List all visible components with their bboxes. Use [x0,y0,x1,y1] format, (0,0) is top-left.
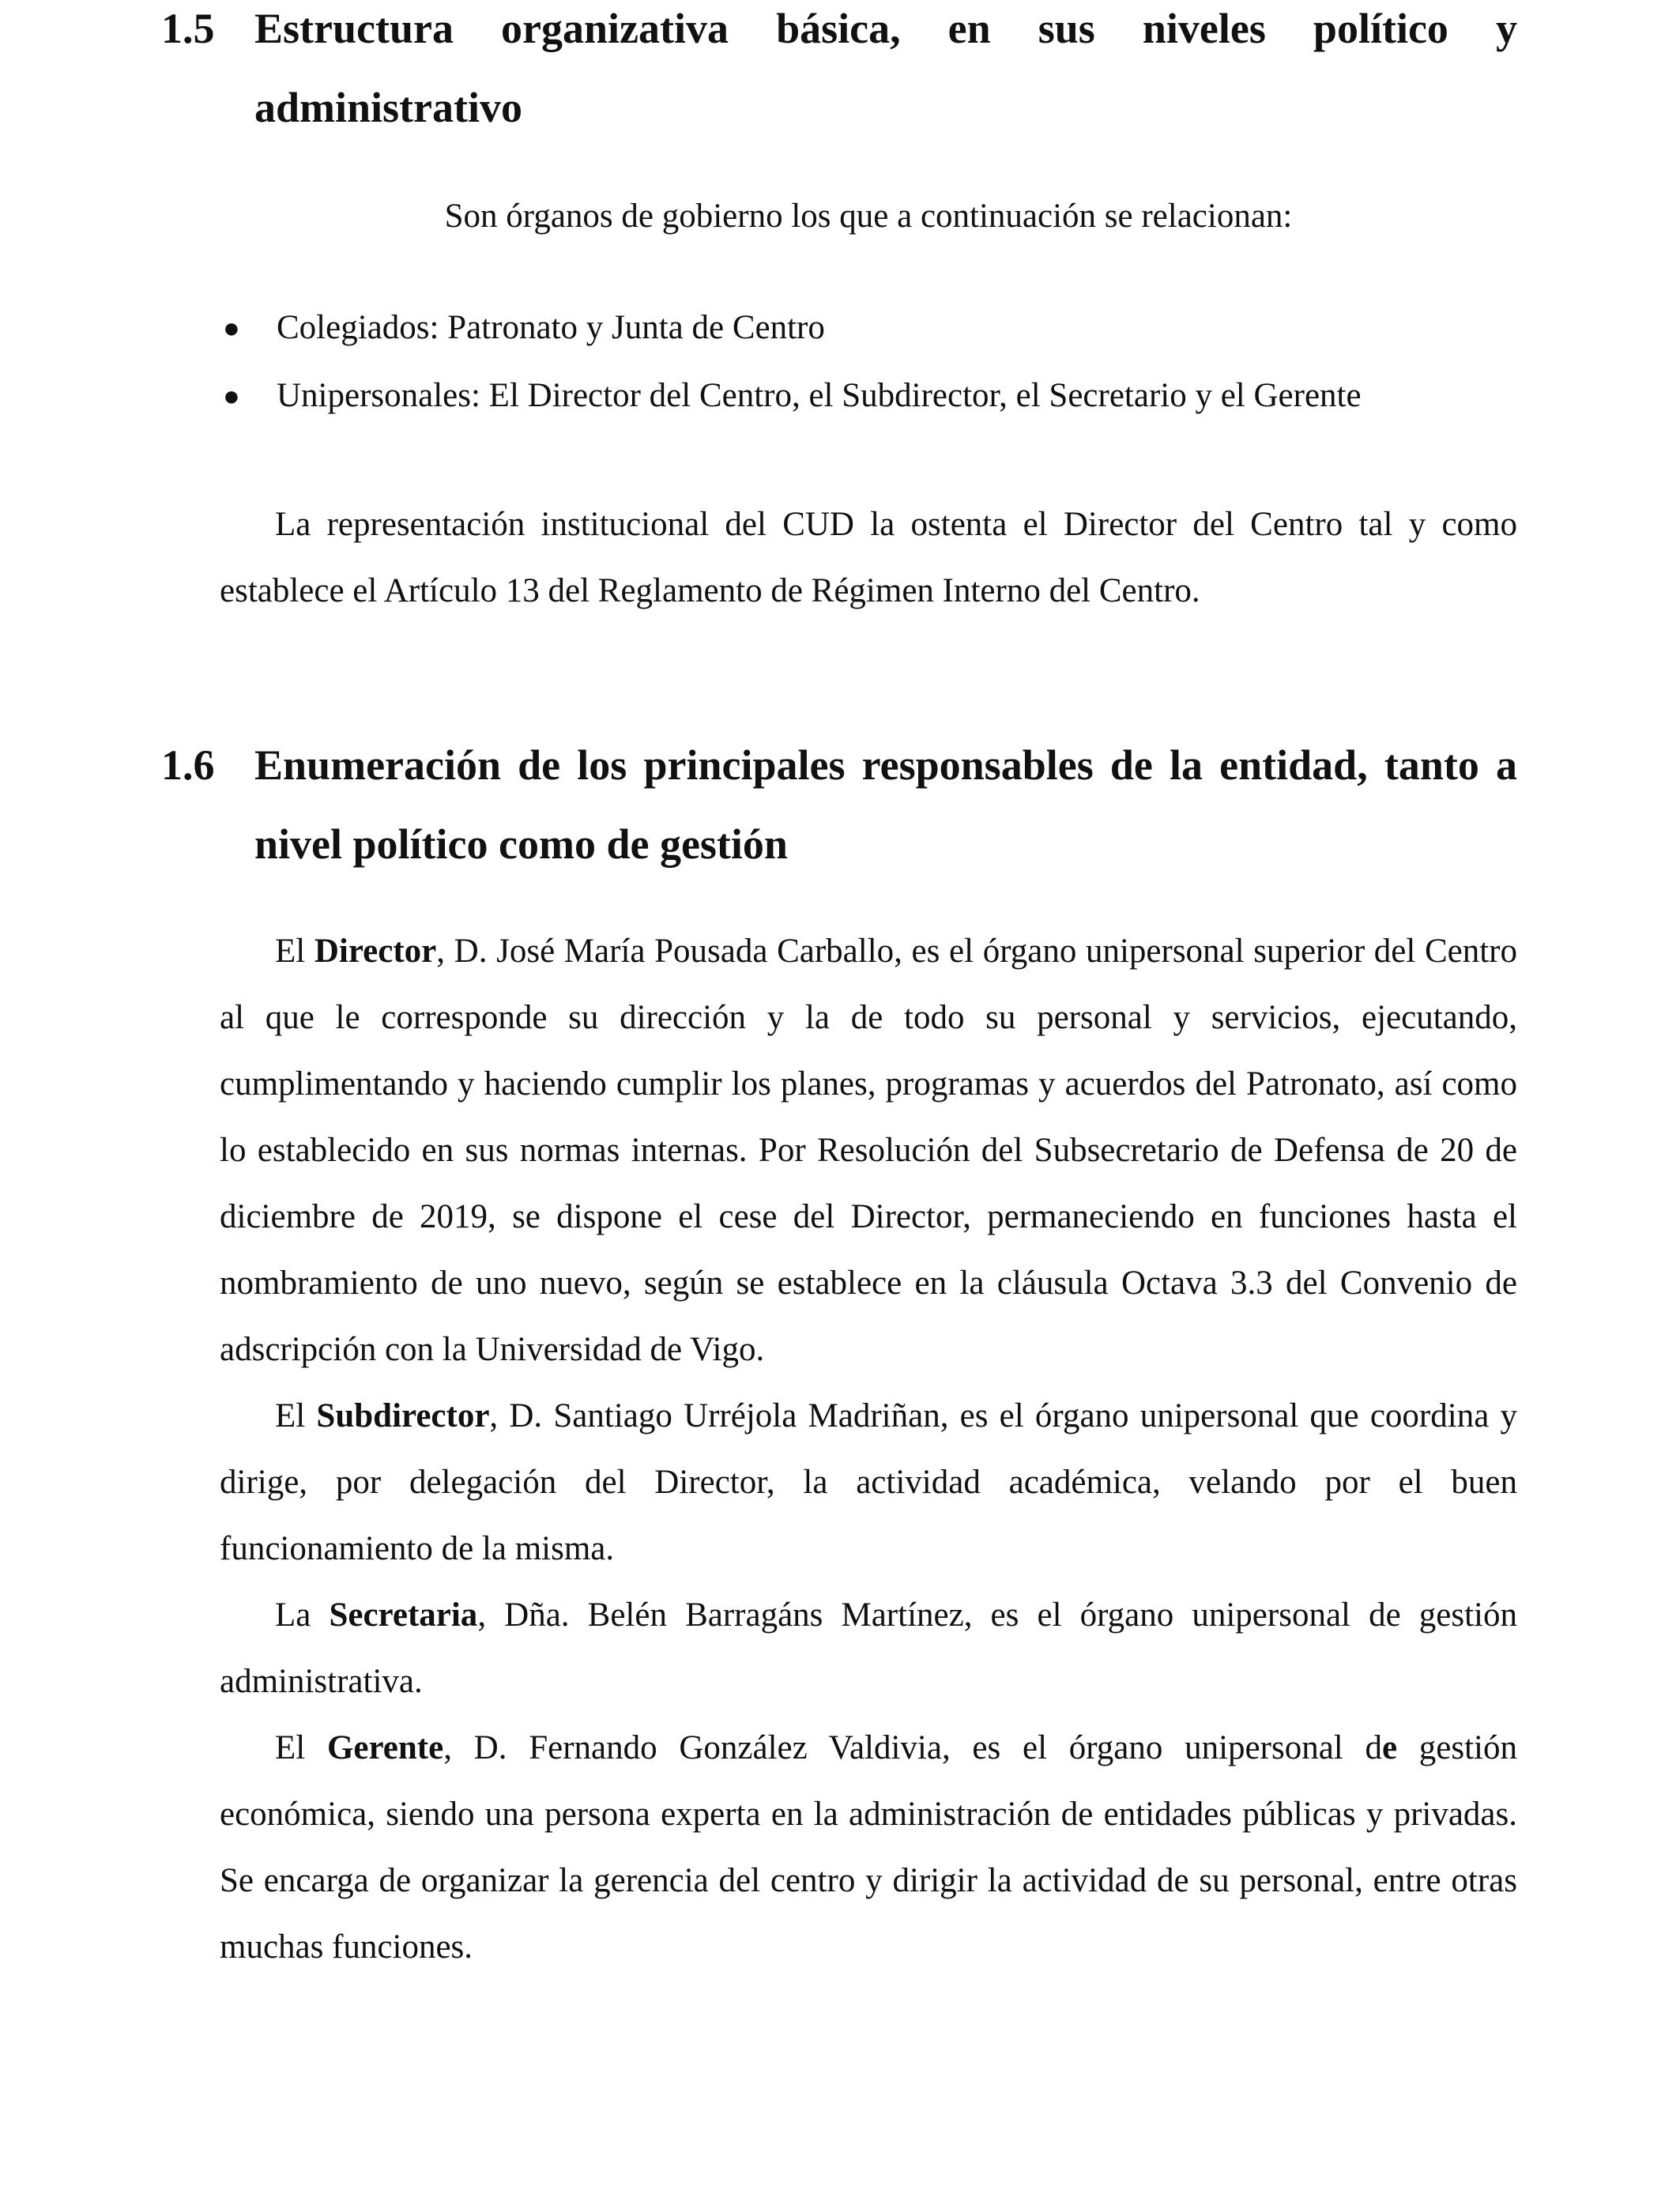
paragraph-body: gestión económica, siendo una persona experta en la administración de entidades públicas y privadas. Se encarga de organizar la gerencia del centro y dirigir la actividad de su personal, entre otras muchas funciones. [220,1729,1518,1966]
section-heading-1-5 [161,0,1517,147]
gerente-paragraph [220,1715,1517,1981]
governance-bullet-list [220,294,1531,430]
section-title: Estructura organizativa básica, en sus niveles político y administrativo [254,5,1517,131]
section-number: 1.6 [161,741,215,789]
role-label: Director [314,933,437,970]
bold-letter: e [1381,1729,1398,1766]
section-heading-1-6 [161,726,1517,884]
role-label: Gerente [326,1729,444,1766]
list-item [220,294,1531,362]
paragraph-body: , D. José María Pousada Carballo, es el órgano unipersonal superior del Centro al que le corresponde su dirección y la de todo su personal y servicios, ejecutando, cumplimentando y haciendo cumplir los planes, programas y acuerdos del Patronato, así como lo establecido en sus normas internas. Por Resolución del Subsecretario de Defensa de 20 de diciembre de 2019, se dispone el cese del Director, permaneciendo en funciones hasta el nombramiento de uno nuevo, según se establece en la cláusula Octava 3.3 del Convenio de adscripción con la Universidad de Vigo. [220,933,1518,1368]
list-item [220,362,1531,430]
paragraph-prefix: El [275,1397,317,1434]
paragraph-body: , D. Fernando González Valdivia, es el órgano unipersonal d [443,1729,1382,1766]
section-title: Enumeración de los principales responsables de la entidad, tanto a nivel político como de gestión [254,741,1517,868]
intro-text: Son órganos de gobierno los que a continuación se relacionan: [444,198,1293,235]
paragraph-prefix: La [275,1596,330,1634]
list-item-text: Colegiados: Patronato y Junta de Centro [277,309,825,346]
secretaria-paragraph [220,1582,1517,1715]
paragraph-body: , D. Santiago Urréjola Madriñan, es el órgano unipersonal que coordina y dirige, por delegación del Director, la actividad académica, velando por el buen funcionamiento de la misma. [220,1397,1517,1567]
bullet-icon: ● [223,380,240,412]
representation-paragraph: La representación institucional del CUD la ostenta el Director del Centro tal y como establece el Artículo 13 del Reglamento de Régimen Interno del Centro. [220,506,1517,609]
role-label: Subdirector [316,1397,490,1434]
paragraph-prefix: El [275,1729,327,1766]
director-paragraph [220,918,1517,1383]
subdirector-paragraph [220,1383,1517,1582]
list-item-text: Unipersonales: El Director del Centro, el Subdirector, el Secretario y el Gerente [277,377,1362,414]
paragraph-prefix: El [275,933,315,970]
role-label: Secretaria [329,1596,478,1634]
bullet-icon: ● [223,312,240,344]
section-number: 1.5 [161,5,215,52]
paragraph-body: , Dña. Belén Barragáns Martínez, es el órgano unipersonal de gestión administrativa. [220,1596,1517,1700]
